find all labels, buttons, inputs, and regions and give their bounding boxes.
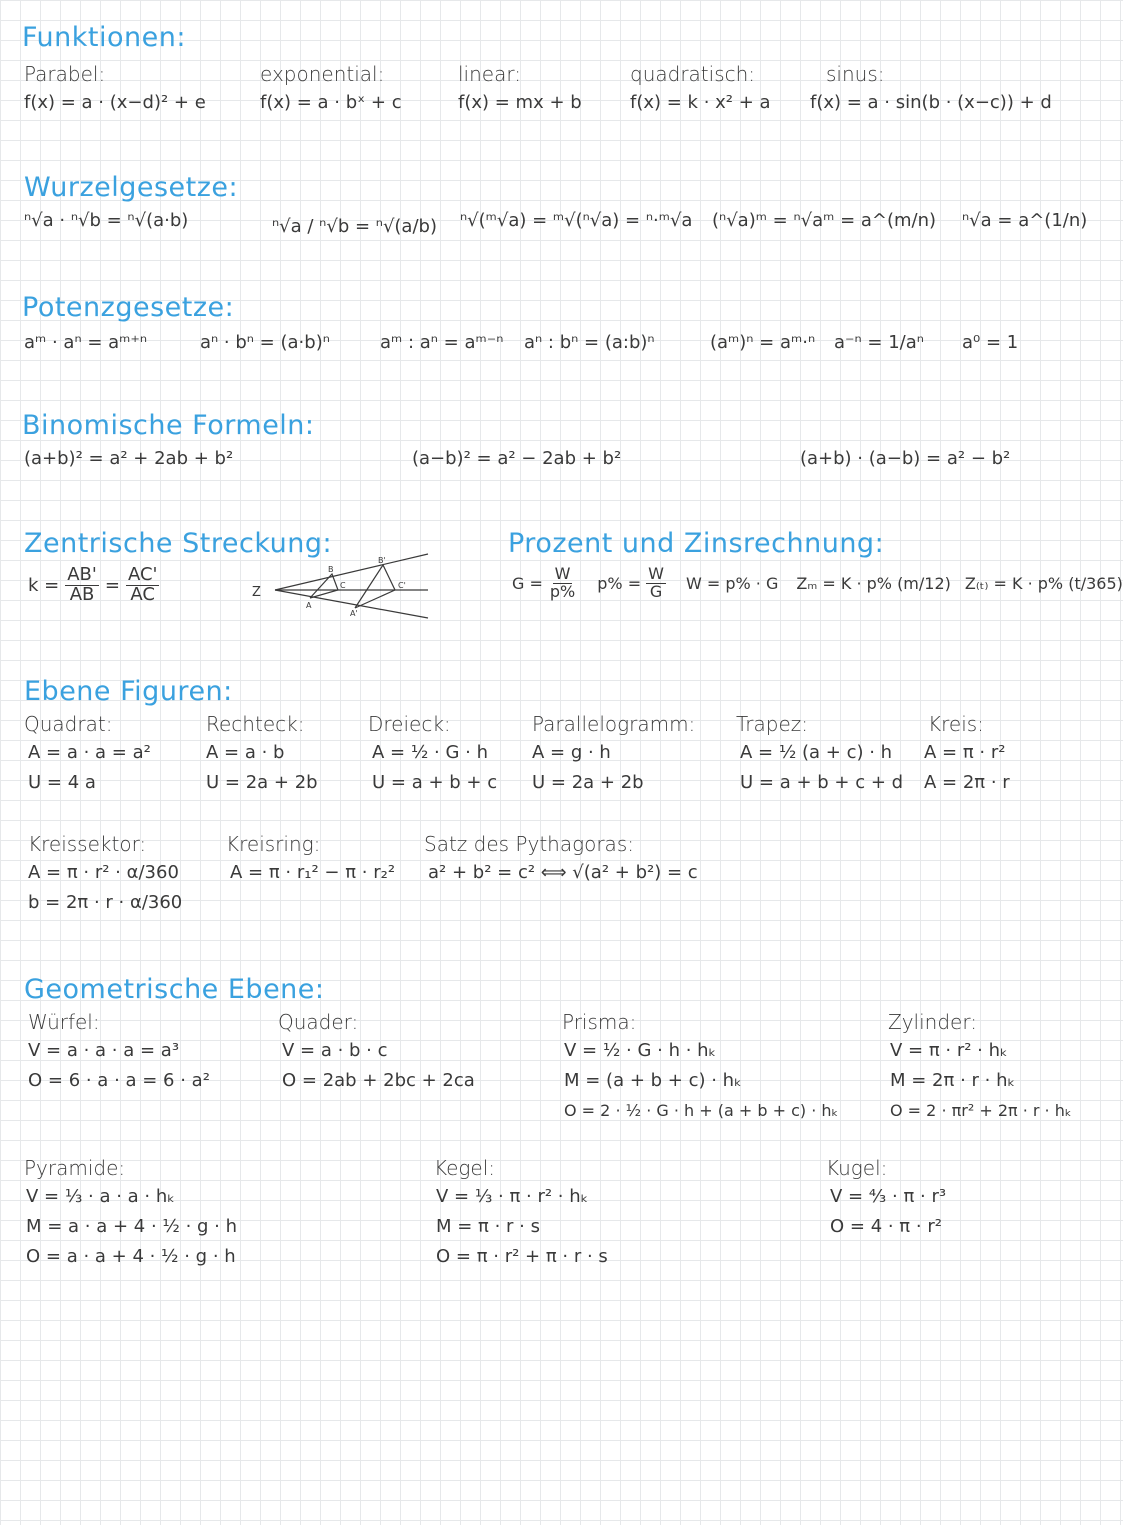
pythagoras-formula: a² + b² = c² ⟺ √(a² + b²) = c: [428, 862, 698, 883]
label-dreieck: Dreieck:: [368, 712, 451, 736]
fraction-ab: [65, 566, 99, 605]
formula-potenz-3: aᵐ : aⁿ = aᵐ⁻ⁿ: [380, 332, 504, 353]
parallelogramm-perimeter: U = 2a + 2b: [532, 772, 644, 793]
equals-sign: =: [104, 574, 120, 596]
label-kreis: Kreis:: [928, 712, 984, 736]
triangle-large: [355, 565, 395, 608]
pyramide-line-2: M = a · a + 4 · ½ · g · h: [26, 1216, 238, 1237]
label-parallelogramm: Parallelogramm:: [532, 712, 696, 736]
zinsen-monate-formula: Zₘ = K · p% (m/12): [796, 573, 951, 593]
label-kegel: Kegel:: [434, 1156, 496, 1180]
zinsen-tage-formula: Z₍ₜ₎ = K · p% (t/365): [964, 573, 1123, 593]
heading-funktionen: Funktionen:: [22, 22, 186, 53]
formula-potenz-5: (aᵐ)ⁿ = aᵐ·ⁿ: [710, 332, 816, 353]
label-b: B: [328, 565, 334, 574]
kugel-line-2: O = 4 · π · r²: [830, 1216, 942, 1237]
triangle-small: [310, 574, 338, 598]
zylinder-line-2: M = 2π · r · hₖ: [890, 1070, 1016, 1091]
kreissektor-arc: b = 2π · r · α/360: [28, 892, 183, 913]
quader-line-1: V = a · b · c: [282, 1040, 388, 1061]
grundwert-label: G =: [512, 573, 543, 593]
kreis-area: A = π · r²: [924, 742, 1006, 763]
formula-potenz-7: a⁰ = 1: [962, 332, 1019, 353]
formula-potenz-4: aⁿ : bⁿ = (a:b)ⁿ: [524, 332, 655, 353]
parallelogramm-area: A = g · h: [532, 742, 611, 763]
fraction-grundwert-numerator: W: [554, 564, 571, 583]
label-linear: linear:: [458, 62, 521, 86]
formula-wurzel-3: ⁿ√(ᵐ√a) = ᵐ√(ⁿ√a) = ⁿ·ᵐ√a: [460, 210, 693, 231]
wuerfel-line-2: O = 6 · a · a = 6 · a²: [28, 1070, 210, 1091]
label-pythagoras: Satz des Pythagoras:: [424, 832, 634, 856]
label-quader: Quader:: [278, 1010, 359, 1034]
quader-line-2: O = 2ab + 2bc + 2ca: [282, 1070, 475, 1091]
label-rechteck: Rechteck:: [206, 712, 305, 736]
prozentwert-formula: W = p% · G: [685, 573, 779, 593]
label-kugel: Kugel:: [826, 1156, 888, 1180]
formula-binom-3: (a+b) · (a−b) = a² − b²: [800, 448, 1011, 469]
heading-geometrische-ebene: Geometrische Ebene:: [24, 974, 325, 1005]
formula-binom-1: (a+b)² = a² + 2ab + b²: [24, 448, 234, 469]
label-b-prime: B': [378, 556, 386, 565]
pyramide-line-3: O = a · a + 4 · ½ · g · h: [26, 1246, 236, 1267]
formula-exponential: f(x) = a · bˣ + c: [260, 92, 402, 113]
fraction-ac-numerator: AC': [127, 564, 158, 585]
heading-prozent-zinsrechnung: Prozent und Zinsrechnung:: [508, 528, 885, 559]
kegel-line-1: V = ⅓ · π · r² · hₖ: [436, 1186, 589, 1207]
prisma-line-1: V = ½ · G · h · hₖ: [564, 1040, 717, 1061]
kreis-perimeter: A = 2π · r: [924, 772, 1010, 793]
label-wuerfel: Würfel:: [28, 1010, 100, 1034]
rechteck-area: A = a · b: [206, 742, 285, 763]
fraction-prozentsatz: [646, 566, 666, 601]
label-quadrat: Quadrat:: [24, 712, 113, 736]
formula-wurzel-2: ⁿ√a / ⁿ√b = ⁿ√(a/b): [272, 216, 437, 237]
zylinder-line-1: V = π · r² · hₖ: [890, 1040, 1008, 1061]
label-c-prime: C': [398, 581, 406, 590]
label-kreisring: Kreisring:: [226, 832, 321, 856]
streckung-diagram: [250, 552, 435, 622]
label-a: A: [306, 601, 312, 610]
zylinder-line-3: O = 2 · πr² + 2π · r · hₖ: [890, 1101, 1072, 1120]
pyramide-line-1: V = ⅓ · a · a · hₖ: [26, 1186, 175, 1207]
label-trapez: Trapez:: [736, 712, 808, 736]
fraction-ac-denominator: AC: [130, 583, 155, 605]
label-exponential: exponential:: [260, 62, 385, 86]
fraction-grundwert: [548, 566, 577, 601]
prisma-line-3: O = 2 · ½ · G · h + (a + b + c) · hₖ: [564, 1101, 839, 1120]
label-prisma: Prisma:: [562, 1010, 637, 1034]
heading-binomische-formeln: Binomische Formeln:: [22, 410, 315, 441]
label-quadratisch: quadratisch:: [630, 62, 756, 86]
label-kreissektor: Kreissektor:: [28, 832, 147, 856]
formula-wurzel-4: (ⁿ√a)ᵐ = ⁿ√aᵐ = a^(m/n): [712, 210, 937, 231]
dreieck-perimeter: U = a + b + c: [372, 772, 498, 793]
formula-potenz-6: a⁻ⁿ = 1/aⁿ: [834, 332, 924, 353]
quadrat-area: A = a · a = a²: [28, 742, 151, 763]
formula-linear: f(x) = mx + b: [458, 92, 582, 113]
quadrat-perimeter: U = 4 a: [28, 772, 96, 793]
formula-binom-2: (a−b)² = a² − 2ab + b²: [412, 448, 622, 469]
heading-wurzelgesetze: Wurzelgesetze:: [24, 172, 239, 203]
label-parabel: Parabel:: [24, 62, 106, 86]
formula-streckungsfaktor: [28, 566, 159, 605]
heading-zentrische-streckung: Zentrische Streckung:: [24, 528, 333, 559]
dreieck-area: A = ½ · G · h: [372, 742, 488, 763]
kreissektor-area: A = π · r² · α/360: [28, 862, 179, 883]
formula-prozent-row: [512, 566, 1123, 601]
label-pyramide: Pyramide:: [24, 1156, 126, 1180]
label-c: C: [340, 581, 346, 590]
fraction-ac: [126, 566, 160, 605]
fraction-grundwert-denominator: p%: [549, 581, 576, 601]
rechteck-perimeter: U = 2a + 2b: [206, 772, 318, 793]
label-a-prime: A': [350, 609, 358, 618]
label-z: Z: [252, 585, 261, 600]
formula-quadratisch: f(x) = k · x² + a: [630, 92, 771, 113]
fraction-ab-denominator: AB: [69, 583, 95, 605]
heading-ebene-figuren: Ebene Figuren:: [24, 676, 233, 707]
formula-sinus: f(x) = a · sin(b · (x−c)) + d: [810, 92, 1052, 113]
formula-potenz-1: aᵐ · aⁿ = aᵐ⁺ⁿ: [24, 332, 148, 353]
label-sinus: sinus:: [826, 62, 885, 86]
fraction-ab-numerator: AB': [67, 564, 97, 585]
kreisring-area: A = π · r₁² − π · r₂²: [230, 862, 396, 883]
trapez-perimeter: U = a + b + c + d: [740, 772, 904, 793]
prisma-line-2: M = (a + b + c) · hₖ: [564, 1070, 742, 1091]
formula-wurzel-5: ⁿ√a = a^(1/n): [962, 210, 1088, 231]
prozentsatz-label: p% =: [597, 573, 642, 593]
wuerfel-line-1: V = a · a · a = a³: [28, 1040, 180, 1061]
kegel-line-2: M = π · r · s: [436, 1216, 541, 1237]
label-zylinder: Zylinder:: [888, 1010, 977, 1034]
heading-potenzgesetze: Potenzgesetze:: [22, 292, 235, 323]
formula-wurzel-1: ⁿ√a · ⁿ√b = ⁿ√(a·b): [24, 210, 189, 231]
fraction-prozentsatz-denominator: G: [649, 581, 663, 601]
fraction-prozentsatz-numerator: W: [648, 564, 664, 583]
k-equals: k =: [28, 574, 60, 596]
formula-potenz-2: aⁿ · bⁿ = (a·b)ⁿ: [200, 332, 330, 353]
kegel-line-3: O = π · r² + π · r · s: [436, 1246, 608, 1267]
kugel-line-1: V = ⁴⁄₃ · π · r³: [830, 1186, 947, 1207]
formula-parabel: f(x) = a · (x−d)² + e: [24, 92, 206, 113]
trapez-area: A = ½ (a + c) · h: [740, 742, 893, 763]
